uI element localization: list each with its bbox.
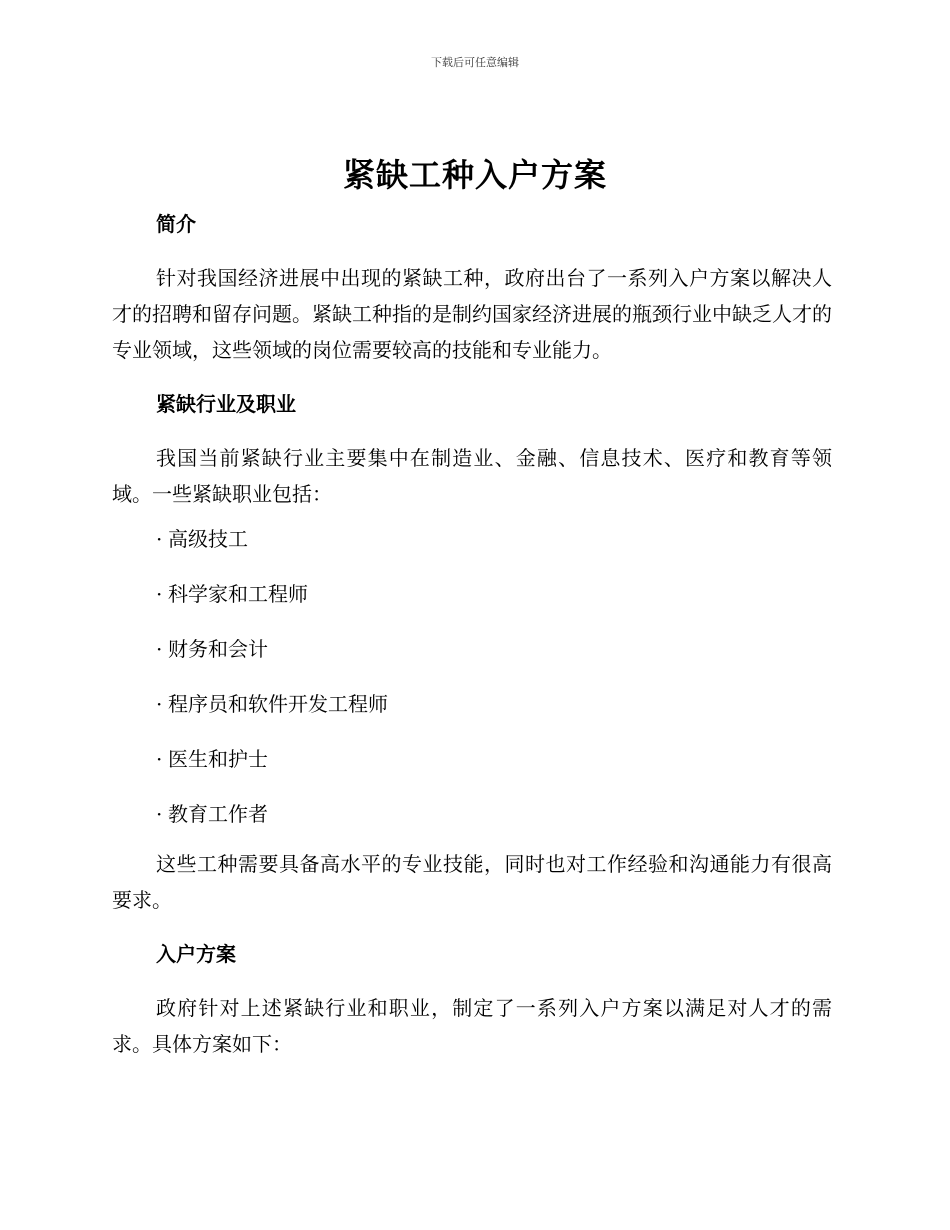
list-item [112,732,832,787]
bullet-icon: · [156,747,163,771]
header-note: 下载后可任意编辑 [431,56,519,69]
section-heading: 紧缺行业及职业 [156,392,296,416]
bullet-icon: · [156,637,163,661]
list-item-text: 程序员和软件开发工程师 [168,692,388,716]
list-item-text: 医生和护士 [168,747,268,771]
list-item-text: 高级技工 [168,527,248,551]
document-title: 紧缺工种入户方案 [342,156,607,194]
list-item [112,787,832,842]
section-heading: 简介 [156,212,196,236]
paragraph: 政府针对上述紧缺行业和职业，制定了一系列入户方案以满足对人才的需求。具体方案如下： [112,996,832,1056]
list-item-text: 财务和会计 [168,637,268,661]
paragraph: 我国当前紧缺行业主要集中在制造业、金融、信息技术、医疗和教育等领域。一些紧缺职业包括： [112,446,832,506]
list-item-text: 科学家和工程师 [168,582,308,606]
occupation-list [112,512,832,842]
list-item [112,512,832,567]
paragraph: 这些工种需要具备高水平的专业技能，同时也对工作经验和沟通能力有很高要求。 [112,852,832,912]
section-shortage-industries [112,384,832,918]
bullet-icon: · [156,527,163,551]
bullet-icon: · [156,582,163,606]
paragraph: 针对我国经济进展中出现的紧缺工种，政府出台了一系列入户方案以解决人才的招聘和留存问题。紧缺工种指的是制约国家经济进展的瓶颈行业中缺乏人才的专业领域，这些领域的岗位需要较高的技能和专业能力。 [112,266,832,362]
section-heading: 入户方案 [156,942,236,966]
section-intro [112,204,832,368]
list-item [112,567,832,622]
document-body [112,200,832,1062]
section-household-plan [112,934,832,1062]
bullet-icon: · [156,692,163,716]
list-item [112,677,832,732]
bullet-icon: · [156,802,163,826]
list-item [112,622,832,677]
list-item-text: 教育工作者 [168,802,268,826]
